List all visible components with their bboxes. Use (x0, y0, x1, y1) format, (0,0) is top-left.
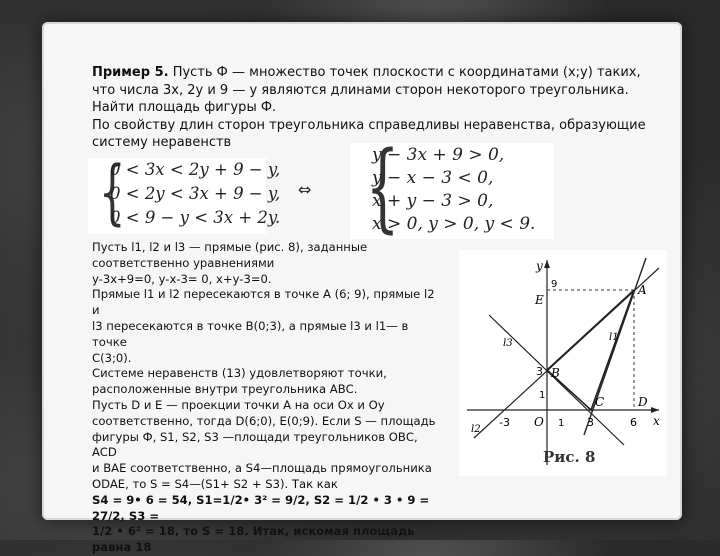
tick-1-x-label: 1 (558, 418, 565, 429)
line-l3-label: l3 (503, 338, 513, 349)
system2-line: y − 3x + 9 > 0, (372, 145, 505, 165)
solution-text (92, 240, 442, 556)
solution-line: фигуры Ф, S1, S2, S3 —площади треугольников ОВС, ACD (92, 429, 418, 460)
system-brace: { (98, 151, 126, 233)
example-label: Пример 5. (92, 65, 169, 80)
tick-9-label: 9 (551, 279, 558, 290)
system2-line: x > 0, y > 0, y < 9. (372, 214, 536, 234)
y-axis-label: y (536, 259, 543, 273)
point-d-label: D (638, 395, 648, 409)
system2-line: y − x − 3 < 0, (372, 168, 494, 188)
point-c-label: C (595, 395, 605, 409)
origin-label: O (534, 415, 544, 429)
solution-line: соответственно, тогда D(6;0), Е(0;9). Если S — площадь (92, 413, 436, 428)
statement-line: что числа 3x, 2y и 9 — y являются длинами сторон некоторого треугольника. (92, 82, 629, 98)
solution-line: соответственно уравнениями (92, 255, 275, 270)
coordinate-diagram (459, 250, 667, 476)
point-b-label: B (551, 366, 560, 380)
line-l1 (584, 258, 646, 435)
tick-1-y-label: 1 (539, 390, 546, 401)
system1-line: 0 < 9 − y < 3x + 2y. (110, 208, 281, 227)
statement-line: По свойству длин сторон треугольника справедливы неравенства, образующие (92, 117, 646, 133)
solution-line: S4 = 9• 6 = 54, S1=1/2• 3² = 9/2, S2 = 1/2 • 3 • 9 = 27/2, S3 = (92, 492, 430, 523)
x-axis-arrow (651, 407, 659, 413)
equivalence-symbol: ⇔ (298, 180, 312, 199)
solution-line: С(3;0). (92, 350, 132, 365)
inequality-system-2 (350, 131, 554, 243)
solution-line: 1/2 • 6² = 18, то S = 18. Итак, искомая площадь равна 18 (92, 524, 415, 555)
point-a-label: A (638, 283, 647, 297)
system1-line: 0 < 2y < 3x + 9 − y, (110, 184, 281, 203)
line-l2 (474, 268, 659, 438)
inequality-system-1 (88, 151, 281, 234)
line-l2-label: l2 (471, 424, 481, 435)
solution-line: ODAE, то S = S4—(S1+ S2 + S3). Так как (92, 476, 338, 491)
x-axis-label: x (653, 414, 660, 428)
solution-line: Пусть l1, l2 и l3 — прямые (рис. 8), заданные (92, 240, 368, 254)
figure-caption: Рис. 8 (543, 448, 596, 466)
y-axis-arrow (544, 260, 550, 268)
solution-line: Пусть D и Е — проекции точки А на оси Ох и Оу (92, 397, 385, 412)
triangle-abc (547, 290, 634, 410)
solution-line: l3 пересекаются в точке В(0;3), а прямые l3 и l1— в точке (92, 318, 409, 349)
line-l1-label: l1 (609, 332, 619, 343)
solution-line: Прямые l1 и l2 пересекаются в точке А (6; 9), прямые l2 и (92, 287, 435, 318)
solution-line: расположенные внутри треугольника АВС. (92, 382, 358, 397)
tick-3-x-label: 3 (587, 416, 594, 429)
solution-line: и ВАЕ соответственно, а S4—площадь прямоугольника (92, 461, 432, 476)
statement-line: Пусть Ф — множество точек плоскости с координатами (x;y) таких, (168, 65, 641, 80)
system1-line: 0 < 3x < 2y + 9 − y, (110, 160, 281, 179)
solution-line: y-3x+9=0, y-x-3= 0, x+y-3=0. (92, 271, 272, 286)
solution-line: Системе неравенств (13) удовлетворяют точки, (92, 366, 387, 381)
figure-8 (459, 250, 667, 476)
statement-line: систему неравенств (92, 135, 232, 150)
statement-line: Найти площадь фигуры Ф. (92, 100, 277, 115)
tick-6-label: 6 (630, 416, 637, 429)
point-e-label: E (535, 293, 544, 307)
tick-3-y-label: 3 (536, 365, 543, 378)
system-brace: { (365, 131, 400, 243)
tick-neg3-label: -3 (499, 416, 510, 429)
system2-line: x + y − 3 > 0, (372, 191, 494, 211)
